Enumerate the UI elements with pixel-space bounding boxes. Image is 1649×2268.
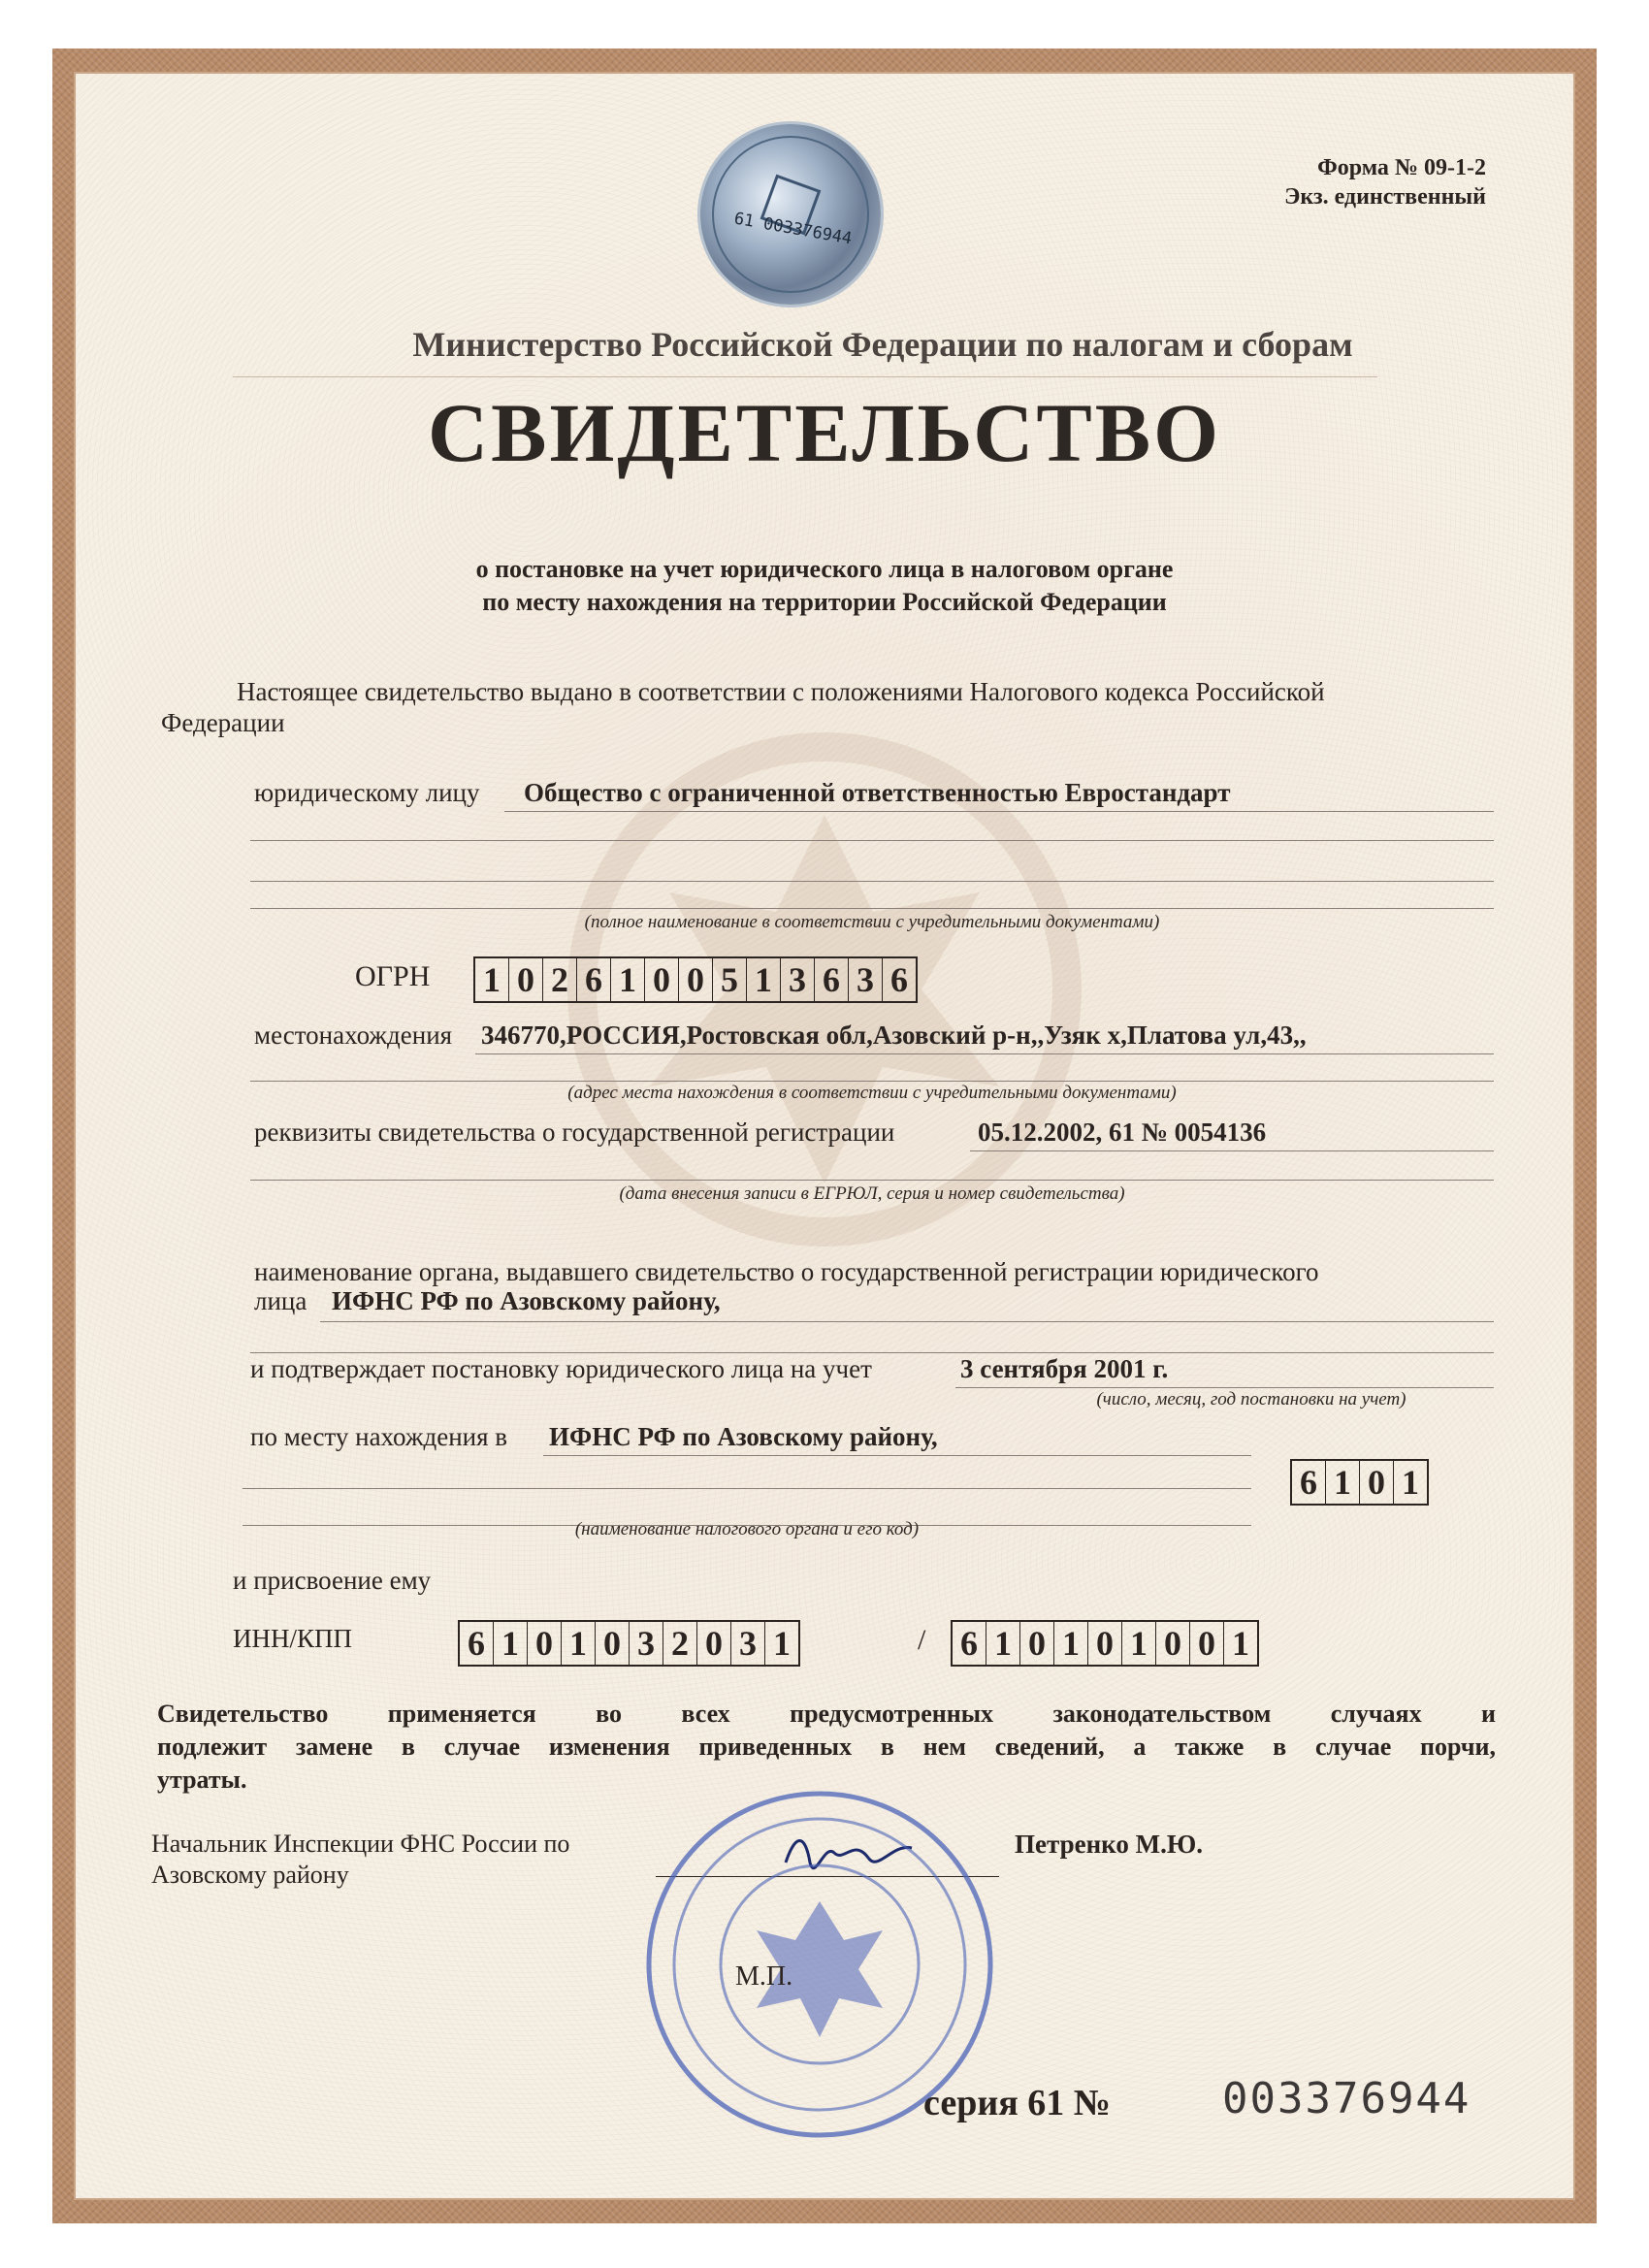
digit-box: 0 <box>528 1622 562 1665</box>
digit-box: 1 <box>986 1622 1020 1665</box>
digit-box: 1 <box>1232 1624 1249 1663</box>
location-label: местонахождения <box>254 1021 453 1050</box>
underline <box>250 840 1494 841</box>
digit-box: 6 <box>460 1622 494 1665</box>
series-label: серия 61 № <box>923 2083 1111 2123</box>
digit-box: 5 <box>713 958 747 1001</box>
digit-box: 0 <box>1190 1622 1224 1665</box>
confirm-value: 3 сентября 2001 г. <box>960 1354 1169 1383</box>
document-title: СВИДЕТЕЛЬСТВО <box>428 386 1221 479</box>
digit-box: 6 <box>953 1622 986 1665</box>
entity-label: юридическому лицу <box>254 778 480 807</box>
underline <box>955 1387 1494 1388</box>
signatory-title-line1: Начальник Инспекции ФНС России по <box>151 1830 570 1858</box>
digit-box: 3 <box>731 1622 765 1665</box>
underline <box>320 1321 1494 1322</box>
entity-name: Общество с ограниченной ответственностью Евростандарт <box>524 778 1231 807</box>
ogrn-label: ОГРН <box>355 960 431 992</box>
digit-box: 6 <box>890 960 908 999</box>
underline <box>250 1180 1494 1181</box>
underline <box>250 881 1494 882</box>
digit-box: 0 <box>1156 1622 1190 1665</box>
digit-box: 1 <box>1054 1622 1088 1665</box>
digit-box: 2 <box>663 1622 697 1665</box>
divider <box>233 376 1377 377</box>
underline <box>475 1053 1494 1054</box>
digit-box: 1 <box>773 1624 791 1663</box>
registration-value: 05.12.2002, 61 № 0054136 <box>978 1118 1267 1147</box>
digit-box: 0 <box>1088 1622 1122 1665</box>
location-value: 346770,РОССИЯ,Ростовская обл,Азовский р-н,,Узяк х,Платова ул,43,, <box>481 1021 1307 1050</box>
place-value: ИФНС РФ по Азовскому району, <box>549 1422 938 1451</box>
hologram-seal <box>700 124 881 305</box>
digit-box: 0 <box>645 958 679 1001</box>
inn-kpp-label: ИНН/КПП <box>233 1624 353 1653</box>
signatory-name: Петренко М.Ю. <box>1015 1830 1203 1859</box>
digit-box: 1 <box>475 958 509 1001</box>
underline <box>543 1455 1251 1456</box>
digit-box: 1 <box>747 958 781 1001</box>
digit-box: 3 <box>630 1622 663 1665</box>
confirm-caption: (число, месяц, год постановки на учет) <box>1096 1389 1406 1409</box>
digit-box: 1 <box>1326 1461 1360 1504</box>
digit-box: 0 <box>679 958 713 1001</box>
inn-digit-boxes <box>458 1620 800 1667</box>
digit-box: 0 <box>1360 1461 1394 1504</box>
assign-text: и присвоение ему <box>233 1566 432 1595</box>
intro-line1: Настоящее свидетельство выдано в соответствии с положениями Налогового кодекса Российской <box>237 677 1325 706</box>
series-number: 003376944 <box>1222 2074 1471 2123</box>
digit-box: 6 <box>815 958 849 1001</box>
confirm-label: и подтверждает постановку юридического лица на учет <box>250 1354 872 1383</box>
digit-box: 3 <box>849 958 883 1001</box>
notice-line3: утраты. <box>157 1766 247 1794</box>
notice-line2: подлежит замене в случае изменения приведенных в нем сведений, а также в случае порчи, <box>157 1733 1496 1761</box>
location-caption: (адрес места нахождения в соответствии с учредительными документами) <box>567 1083 1177 1103</box>
digit-box: 0 <box>697 1622 731 1665</box>
stamp-place-mark: М.П. <box>735 1961 793 1992</box>
digit-box: 2 <box>543 958 577 1001</box>
hologram-icon <box>700 124 881 305</box>
kpp-digit-boxes <box>951 1620 1259 1667</box>
registration-caption: (дата внесения записи в ЕГРЮЛ, серия и номер свидетельства) <box>619 1183 1125 1204</box>
subtitle-line2: по месту нахождения на территории Российской Федерации <box>482 588 1167 616</box>
entity-caption: (полное наименование в соответствии с учредительными документами) <box>584 912 1160 932</box>
digit-box: 6 <box>1292 1461 1326 1504</box>
issuer-label: лица <box>254 1286 307 1315</box>
digit-box: 1 <box>1122 1622 1156 1665</box>
underline <box>250 908 1494 909</box>
digit-box: 1 <box>562 1622 596 1665</box>
digit-box: 1 <box>494 1622 528 1665</box>
digit-box: 0 <box>1020 1622 1054 1665</box>
form-number: Форма № 09-1-2 <box>1317 155 1486 180</box>
digit-box: 1 <box>611 958 645 1001</box>
issuer-line1: наименование органа, выдавшего свидетельство о государственной регистрации юридического <box>254 1257 1319 1286</box>
digit-box: 3 <box>781 958 815 1001</box>
digit-box: 6 <box>577 958 611 1001</box>
underline <box>242 1488 1251 1489</box>
digit-box: 0 <box>596 1622 630 1665</box>
underline <box>504 811 1494 812</box>
digit-box: 1 <box>1402 1463 1419 1502</box>
notice-line1: Свидетельство применяется во всех предусмотренных законодательством случаях и <box>157 1700 1496 1728</box>
tax-office-code-boxes <box>1290 1459 1429 1506</box>
underline <box>970 1150 1494 1151</box>
underline <box>250 1081 1494 1082</box>
form-copy: Экз. единственный <box>1284 184 1486 210</box>
subtitle-line1: о постановке на учет юридического лица в налоговом органе <box>475 555 1174 583</box>
ogrn-digit-boxes <box>473 956 918 1003</box>
signatory-title-line2: Азовскому району <box>151 1861 349 1889</box>
hologram-number: 61 003376944 <box>732 209 854 249</box>
place-caption: (наименование налогового органа и его код) <box>574 1519 920 1539</box>
inn-kpp-separator: / <box>918 1624 926 1656</box>
registration-label: реквизиты свидетельства о государственной регистрации <box>254 1118 895 1147</box>
place-label: по месту нахождения в <box>250 1422 508 1451</box>
underline <box>250 1352 1494 1353</box>
intro-line2: Федерации <box>161 708 285 737</box>
ministry-title: Министерство Российской Федерации по налогам и сборам <box>412 325 1353 364</box>
digit-box: 0 <box>509 958 543 1001</box>
issuer-value: ИФНС РФ по Азовскому району, <box>332 1286 721 1315</box>
